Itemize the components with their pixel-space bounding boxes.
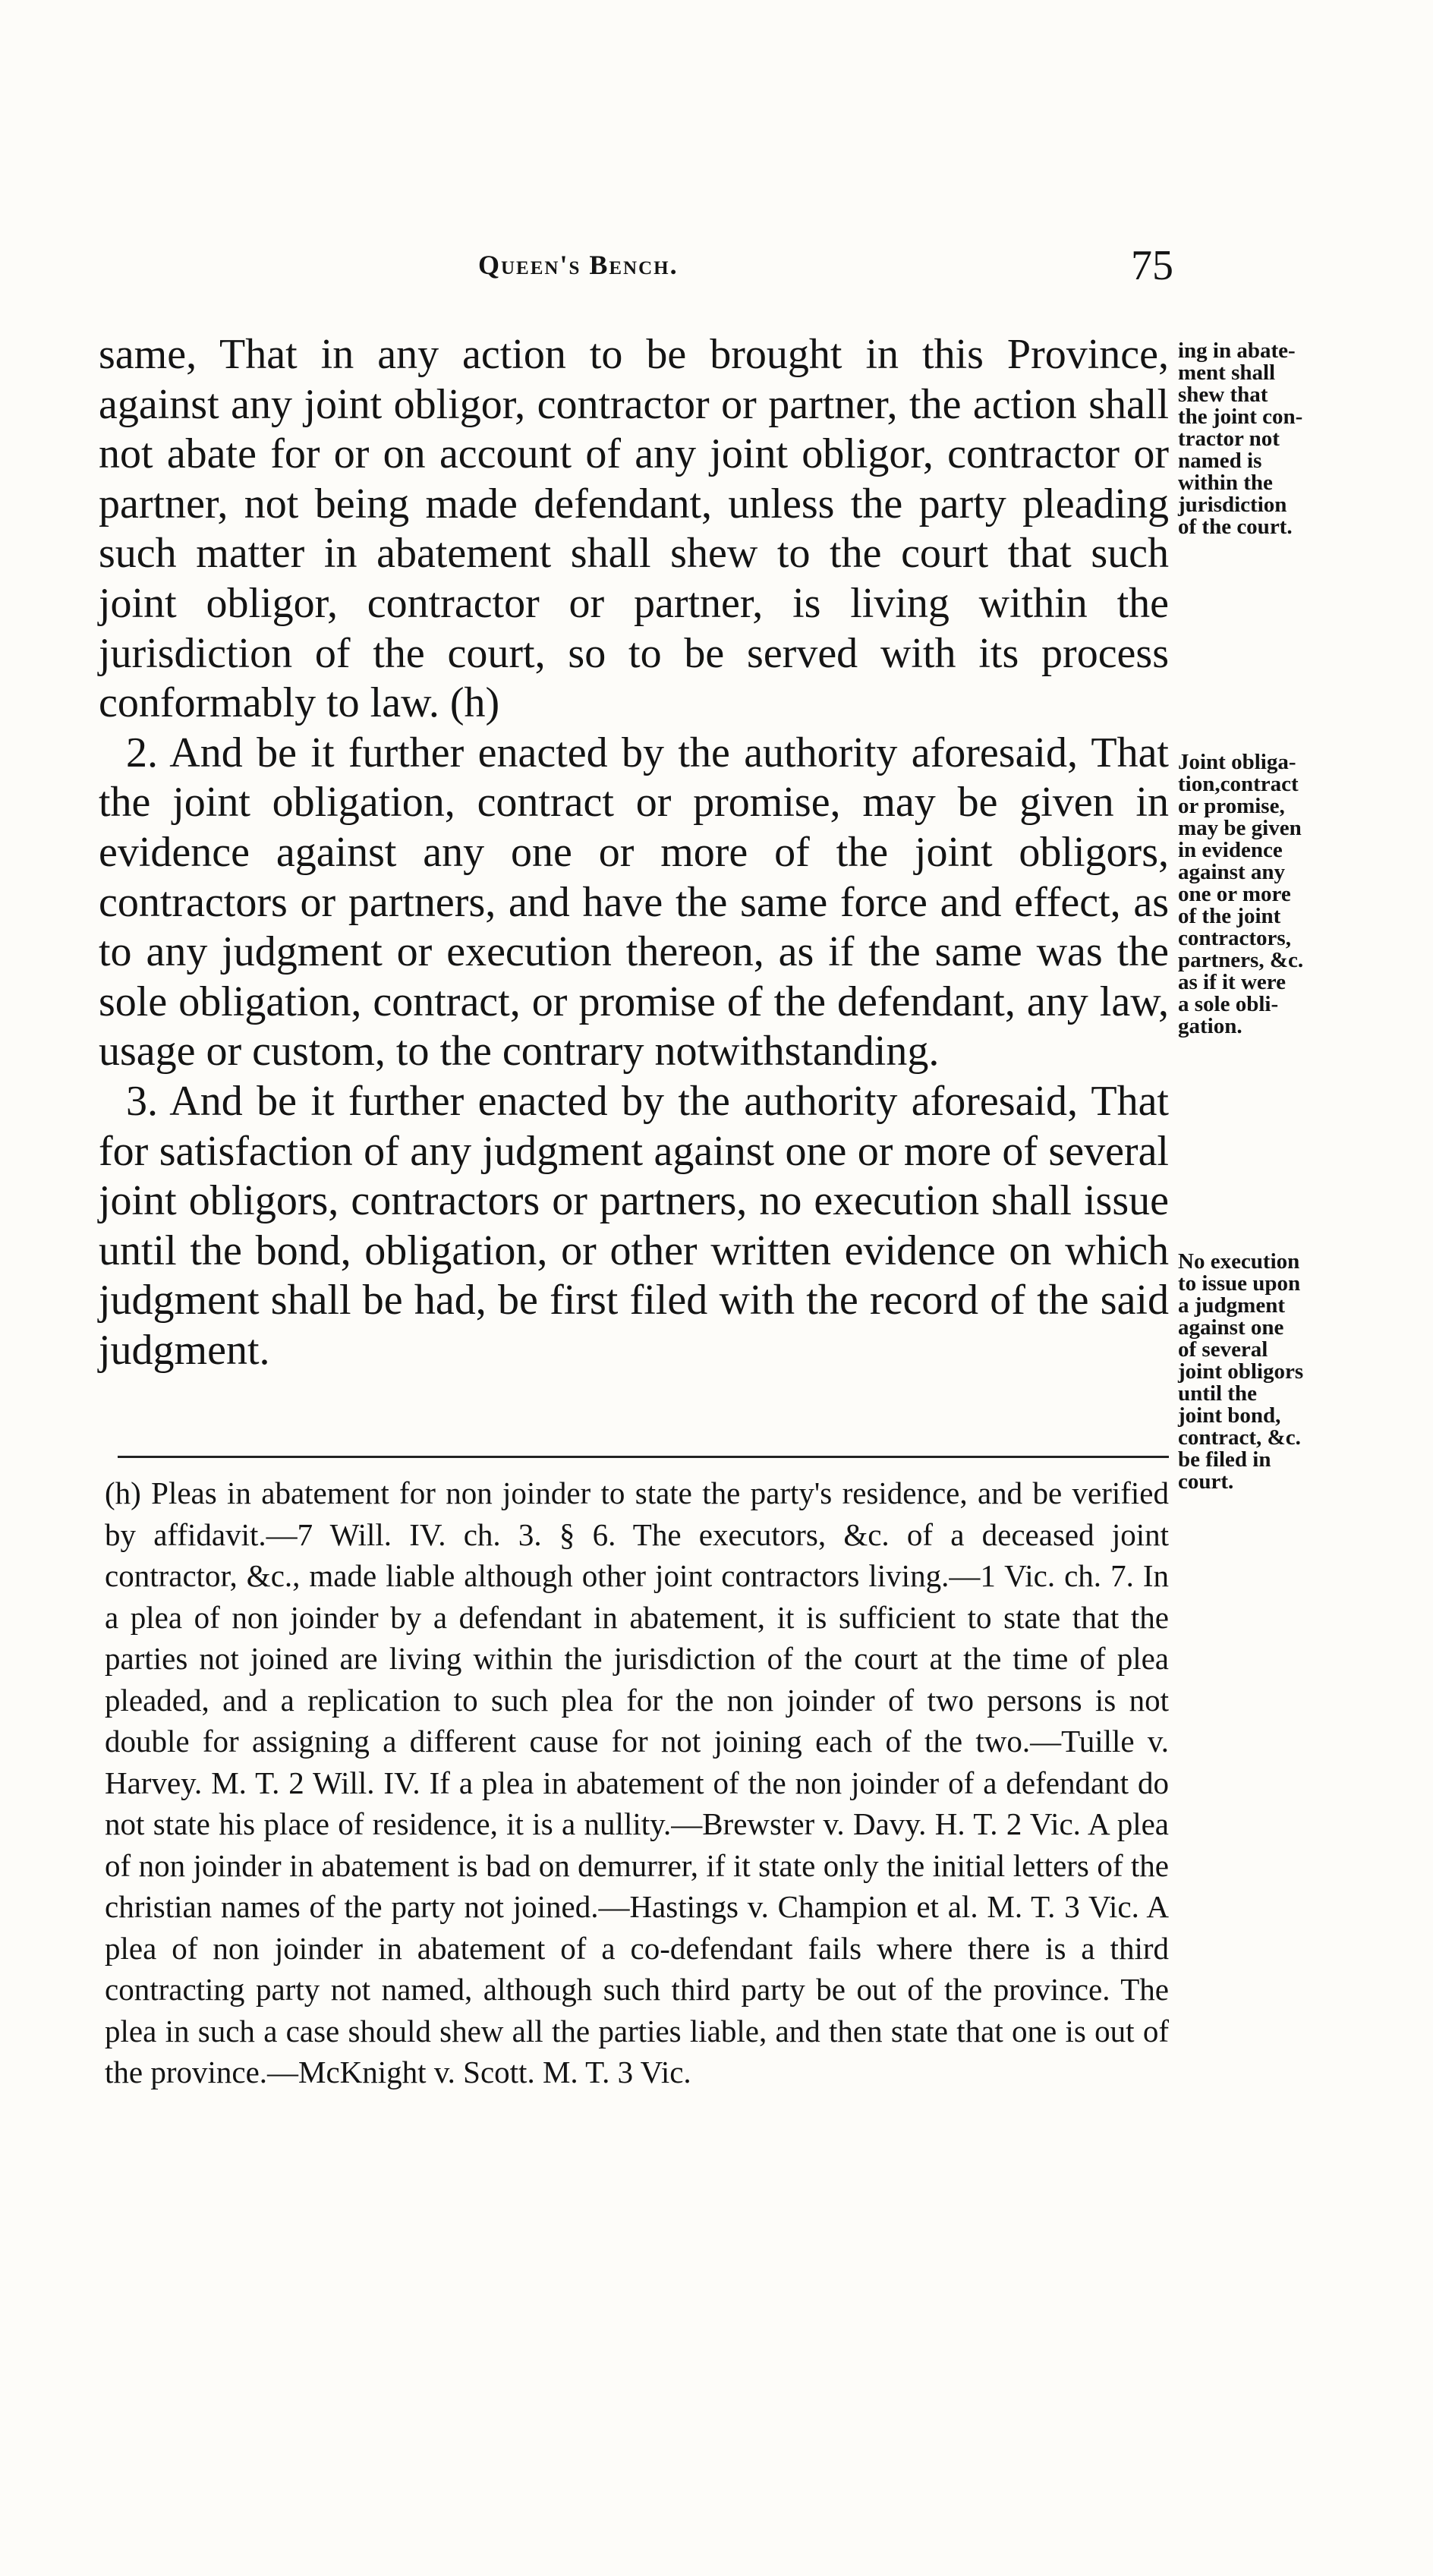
marginal-line: a sole obli- — [1178, 992, 1279, 1016]
running-head: Queen's Bench. — [478, 250, 679, 280]
marginal-line: in evidence — [1178, 838, 1283, 862]
marginal-line: shew that — [1178, 383, 1268, 407]
marginal-line: partners, &c. — [1178, 948, 1304, 972]
marginal-line: tion,contract — [1178, 772, 1299, 796]
marginal-line: joint bond, — [1178, 1403, 1281, 1428]
statute-text — [99, 330, 1169, 1375]
marginal-line: named is — [1178, 449, 1262, 473]
marginal-line: contract, &c. — [1178, 1425, 1301, 1450]
marginal-line: ment shall — [1178, 361, 1276, 385]
marginal-note-abatement — [1178, 340, 1398, 538]
marginal-line: to issue upon — [1178, 1271, 1301, 1296]
marginal-line: may be given — [1178, 816, 1302, 840]
marginal-note-execution — [1178, 1251, 1398, 1493]
marginal-line: joint obligors — [1178, 1359, 1304, 1384]
section-1-text: same, That in any action to be brought in this Province, against any joint obligor, contractor or partner, the action shall not abate for or on account of any joint obligor, contractor or partner, not being made defendant, unless the party pleading such matter in abatement shall shew to the court that such joint obligor, contractor or partner, is living within the jurisdiction of the court, so to be served with its process conformably to law. (h) — [99, 331, 1169, 727]
marginal-line: be filed in — [1178, 1447, 1271, 1472]
marginal-line: against one — [1178, 1315, 1284, 1340]
section-2-text: 2. And be it further enacted by the authority aforesaid, That the joint obligation, contract or promise, may be given in evidence against any one or more of the joint obligors, contractors or partners, and have the same force and effect, as to any judgment or execution thereon, as if the same was the sole obligation, contract, or promise of the defendant, any law, usage or custom, to the contrary notwithstanding. — [99, 729, 1169, 1075]
marginal-note-joint-obligation — [1178, 751, 1398, 1038]
footnote-h — [105, 1472, 1169, 2093]
marginal-line: gation. — [1178, 1014, 1242, 1038]
footnote-rule — [118, 1456, 1169, 1458]
page-header — [99, 241, 1343, 302]
marginal-line: or promise, — [1178, 794, 1285, 818]
marginal-line: until the — [1178, 1381, 1257, 1406]
marginal-line: against any — [1178, 860, 1286, 884]
marginal-line: the joint con- — [1178, 405, 1303, 429]
marginal-line: of several — [1178, 1337, 1268, 1362]
marginal-line: Joint obliga- — [1178, 750, 1296, 774]
marginal-line: within the — [1178, 471, 1273, 495]
marginal-line: a judgment — [1178, 1293, 1285, 1318]
marginal-line: of the joint — [1178, 904, 1281, 928]
marginal-line: as if it were — [1178, 970, 1286, 994]
marginal-line: jurisdiction — [1178, 493, 1287, 517]
marginal-line: tractor not — [1178, 427, 1280, 451]
section-3-text: 3. And be it further enacted by the authority aforesaid, That for satisfaction of any judgment against one or more of several joint obligors, contractors or partners, no execution shall issue until the bond, obligation, or other written evidence on which judgment shall be had, be first filed with the record of the said judgment. — [99, 1077, 1169, 1374]
marginal-line: court. — [1178, 1469, 1234, 1494]
marginal-line: one or more — [1178, 882, 1291, 906]
page-number: 75 — [1131, 242, 1173, 289]
marginal-line: No execution — [1178, 1249, 1300, 1274]
footnote-text: (h) Pleas in abatement for non joinder to state the party's residence, and be verified by affidavit.—7 Will. IV. ch. 3. § 6. The executors, &c. of a deceased joint contractor, &c., made liable although other joint contractors living.—1 Vic. ch. 7. In a plea of non joinder by a defendant in abatement, it is sufficient to state that the parties not joined are living within the jurisdiction of the court at the time of plea pleaded, and a replication to such plea for the non joinder of two persons is not double for assigning a different cause for not joining each of the two.—Tuille v. Harvey. M. T. 2 Will. IV. If a plea in abatement of the non joinder of a defendant do not state his place of residence, it is a nullity.—Brewster v. Davy. H. T. 2 Vic. A plea of non joinder in abatement is bad on demurrer, if it state only the initial letters of the christian names of the party not joined.—Hastings v. Champion et al. M. T. 3 Vic. A plea of non joinder in abatement of a co-defendant fails where there is a third contracting party not named, although such third party be out of the province. The plea in such a case should shew all the parties liable, and then state that one is out of the province.—McKnight v. Scott. M. T. 3 Vic. — [105, 1475, 1169, 2089]
marginal-line: of the court. — [1178, 515, 1293, 539]
marginal-line: ing in abate- — [1178, 339, 1296, 363]
marginal-line: contractors, — [1178, 926, 1291, 950]
